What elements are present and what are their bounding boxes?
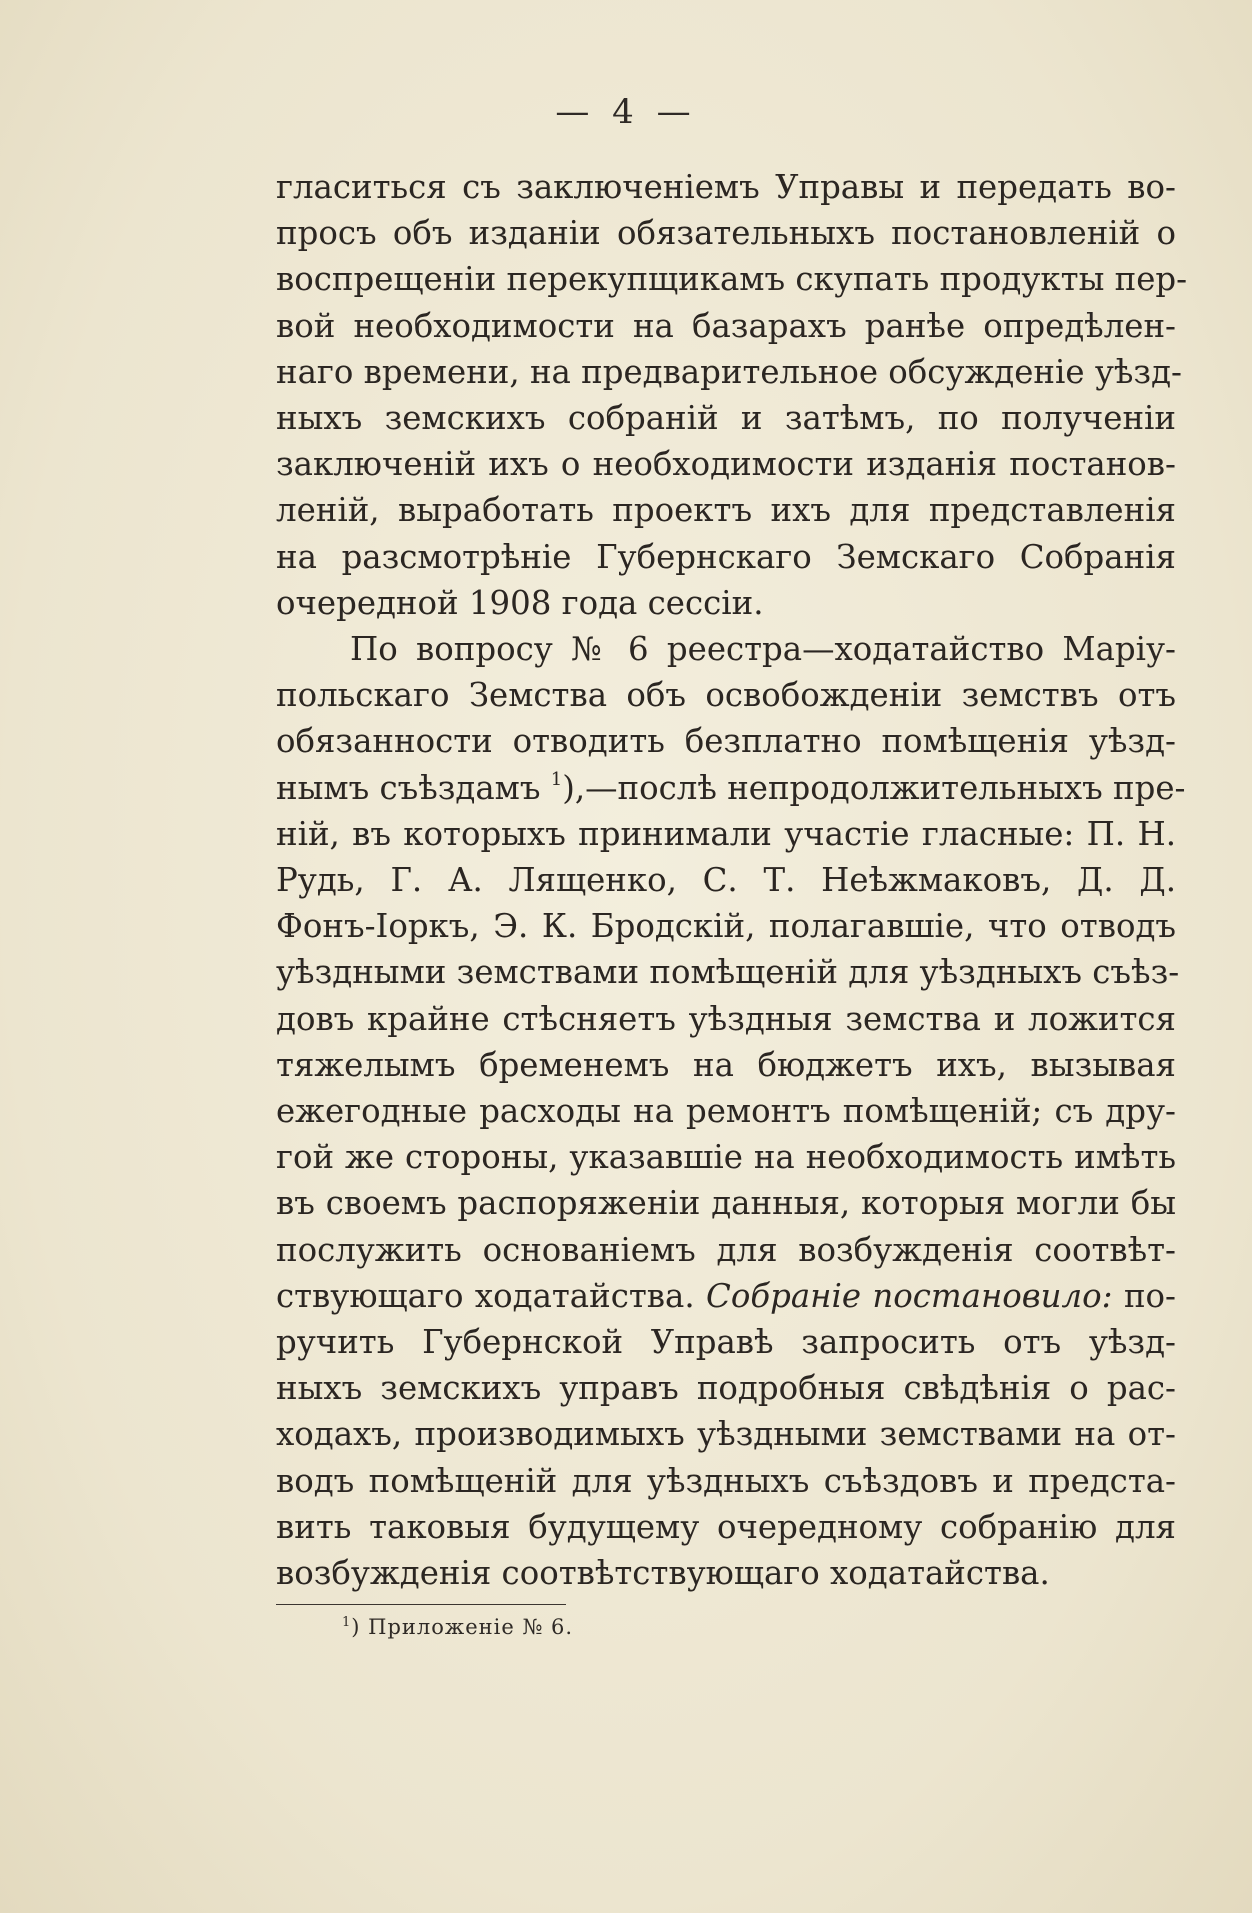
text-line: очередной 1908 года сессіи. [276,583,764,622]
body-text [276,164,1188,1596]
text-line: просъ объ изданіи обязательныхъ постановленій о [276,214,1176,253]
text-line: водъ помѣщеній для уѣздныхъ съѣздовъ и предста- [276,1461,1176,1500]
text-line: Рудь, Г. А. Лященко, С. Т. Неѣжмаковъ, Д. Д. [276,861,1176,900]
text-fragment: ствующаго ходатайства. [276,1276,695,1315]
text-line: леній, выработать проектъ ихъ для представленія [276,491,1176,530]
text-line: уѣздными земствами помѣщеній для уѣздныхъ съѣз- [276,953,1180,992]
text-line: наго времени, на предварительное обсужденіе уѣзд- [276,352,1182,391]
text-line: воспрещеніи перекупщикамъ скупать продукты пер- [276,260,1188,299]
text-fragment: ),—послѣ непродолжительныхъ пре- [562,768,1186,807]
text-line: По вопросу № 6 реестра—ходатайство Маріу- [350,630,1176,669]
text-line: на разсмотрѣніе Губернскаго Земскаго Собранія [276,537,1176,576]
text-line: Фонъ-Іоркъ, Э. К. Бродскій, полагавшіе, что отводъ [276,907,1176,946]
resolution-heading: Собраніе постановило: [706,1276,1113,1315]
text-line: обязанности отводить безплатно помѣщенія уѣзд- [276,722,1176,761]
text-fragment: по- [1112,1276,1176,1315]
footnote-marker: 1 [342,1615,352,1630]
text-line: вой необходимости на базарахъ ранѣе опредѣлен- [276,306,1176,345]
text-line: польскаго Земства объ освобожденіи земствъ отъ [276,676,1176,715]
text-line: ныхъ земскихъ собраній и затѣмъ, по полученіи [276,399,1176,438]
text-line: гласиться съ заключеніемъ Управы и передать во- [276,168,1176,206]
text-line: заключеній ихъ о необходимости изданія постанов- [276,445,1176,484]
text-line: вить таковыя будущему очередному собранію для [276,1507,1176,1546]
text-line: довъ крайне стѣсняетъ уѣздныя земства и ложится [276,999,1176,1038]
text-line: тяжелымъ бременемъ на бюджетъ ихъ, вызывая [276,1045,1176,1084]
text-line-footnote-ref [276,765,1186,811]
text-line: ныхъ земскихъ управъ подробныя свѣдѣнія о рас- [276,1369,1176,1408]
text-line: ежегодные расходы на ремонтъ помѣщеній; съ дру- [276,1092,1176,1131]
footnote-text: ) Приложеніе № 6. [351,1615,574,1639]
footnote-divider [276,1604,566,1605]
text-line-resolution [276,1273,1176,1319]
text-fragment: нымъ съѣздамъ [276,768,541,807]
footnote-reference: 1 [550,768,563,790]
text-line: ручить Губернской Управѣ запросить отъ уѣзд- [276,1323,1176,1362]
text-line: гой же стороны, указавшіе на необходимость имѣть [276,1138,1176,1177]
text-line: въ своемъ распоряженіи данныя, которыя могли бы [276,1184,1176,1223]
text-line: ходахъ, производимыхъ уѣздными земствами на от- [276,1415,1176,1454]
footnote [342,1612,573,1642]
page-number: — 4 — [555,92,697,132]
text-line: ній, въ которыхъ принимали участіе гласные: П. Н. [276,814,1176,853]
text-line: возбужденія соотвѣтствующаго ходатайства. [276,1554,1050,1593]
text-line: послужить основаніемъ для возбужденія соотвѣт- [276,1230,1176,1269]
